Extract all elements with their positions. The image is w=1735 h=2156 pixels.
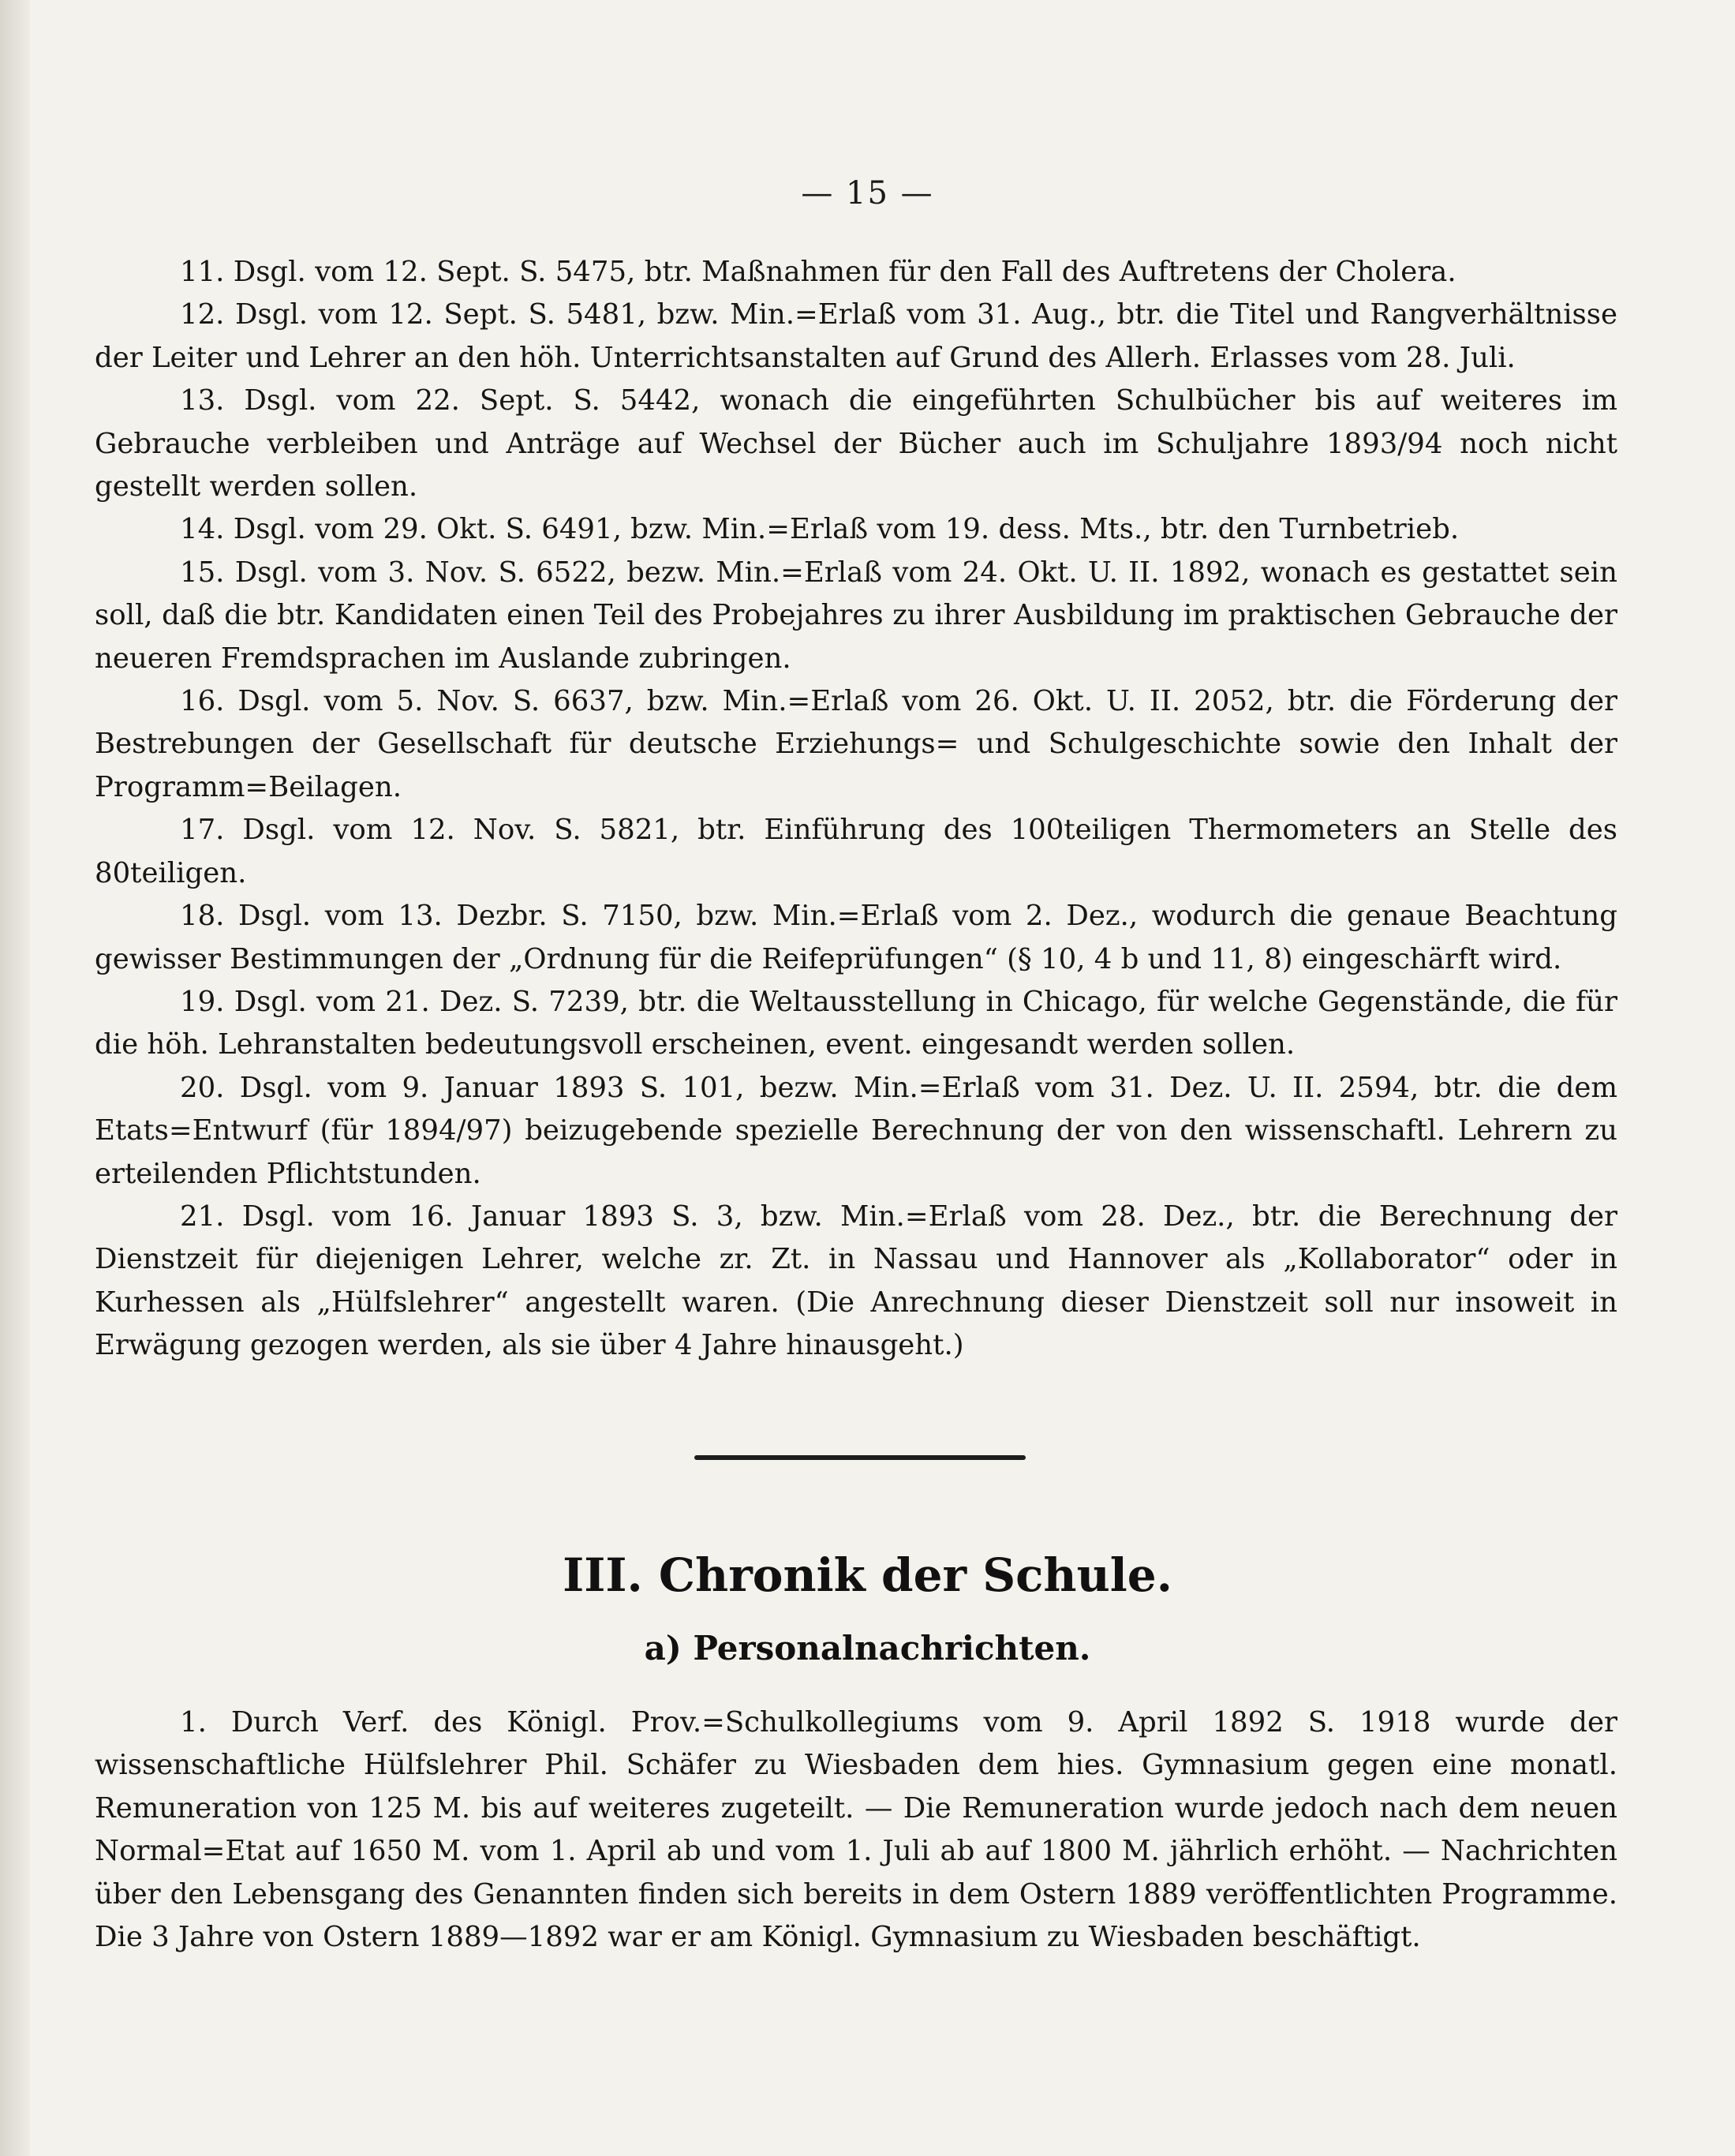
decree-item-13: 13. Dsgl. vom 22. Sept. S. 5442, wonach die eingeführten Schulbücher bis auf weiteres im Gebrauche verbleiben und Anträge auf Wechsel der Bücher auch im Schuljahre 1893/94 noch nicht gestellt werden sollen. bbox=[95, 384, 1617, 503]
chronik-body bbox=[95, 1701, 1617, 1959]
decree-item-20: 20. Dsgl. vom 9. Januar 1893 S. 101, bezw. Min.=Erlaß vom 31. Dez. U. II. 2594, btr. die dem Etats=Entwurf (für 1894/97) beizugebende spezielle Berechnung der von den wissenschaftl. Lehrern zu erteilenden Pflichtstunden. bbox=[95, 1071, 1617, 1190]
decree-item-18: 18. Dsgl. vom 13. Dezbr. S. 7150, bzw. Min.=Erlaß vom 2. Dez., wodurch die genaue Beachtung gewisser Bestimmungen der „Ordnung für die Reifeprüfungen“ (§ 10, 4 b und 11, 8) eingeschärft wird. bbox=[95, 900, 1617, 975]
decree-item-17: 17. Dsgl. vom 12. Nov. S. 5821, btr. Einführung des 100teiligen Thermometers an Stelle des 80teiligen. bbox=[95, 814, 1617, 889]
decree-item-19: 19. Dsgl. vom 21. Dez. S. 7239, btr. die Weltausstellung in Chicago, für welche Gegenstände, die für die höh. Lehranstalten bedeutungsvoll erscheinen, event. eingesandt werden sollen. bbox=[95, 985, 1617, 1061]
decree-item-16: 16. Dsgl. vom 5. Nov. S. 6637, bzw. Min.=Erlaß vom 26. Okt. U. II. 2052, btr. die Förderung der Bestrebungen der Gesellschaft für deutsche Erziehungs= und Schulgeschichte sowie den Inhalt der Programm=Beilagen. bbox=[95, 685, 1617, 803]
decree-list bbox=[95, 251, 1617, 1368]
page-gutter bbox=[0, 0, 30, 2156]
section-divider bbox=[694, 1455, 1026, 1460]
page-number: — 15 — bbox=[801, 175, 934, 211]
chronik-paragraph: 1. Durch Verf. des Königl. Prov.=Schulkollegiums vom 9. April 1892 S. 1918 wurde der wissenschaftliche Hülfslehrer Phil. Schäfer zu Wiesbaden dem hies. Gymnasium gegen eine monatl. Remuneration von 125 M. bis auf weiteres zugeteilt. — Die Remuneration wurde jedoch nach dem neuen Normal=Etat auf 1650 M. vom 1. April ab und vom 1. Juli ab auf 1800 M. jährlich erhöht. — Nachrichten über den Lebensgang des Genannten finden sich bereits in dem Ostern 1889 veröffentlichten Programme. Die 3 Jahre von Ostern 1889—1892 war er am Königl. Gymnasium zu Wiesbaden beschäftigt. bbox=[95, 1706, 1617, 1954]
decree-item-14: 14. Dsgl. vom 29. Okt. S. 6491, bzw. Min.=Erlaß vom 19. dess. Mts., btr. den Turnbetrieb. bbox=[180, 513, 1460, 546]
decree-item-15: 15. Dsgl. vom 3. Nov. S. 6522, bezw. Min.=Erlaß vom 24. Okt. U. II. 1892, wonach es gestattet sein soll, daß die btr. Kandidaten einen Teil des Probejahres zu ihrer Ausbildung im praktischen Gebrauche der neueren Fremdsprachen im Auslande zubringen. bbox=[95, 556, 1617, 675]
decree-item-11: 11. Dsgl. vom 12. Sept. S. 5475, btr. Maßnahmen für den Fall des Auftretens der Cholera. bbox=[180, 256, 1456, 288]
decree-item-12: 12. Dsgl. vom 12. Sept. S. 5481, bzw. Min.=Erlaß vom 31. Aug., btr. die Titel und Rangverhältnisse der Leiter und Lehrer an den höh. Unterrichtsanstalten auf Grund des Allerh. Erlasses vom 28. Juli. bbox=[95, 298, 1617, 374]
section-subtitle: a) Personalnachrichten. bbox=[644, 1629, 1091, 1668]
section-title: III. Chronik der Schule. bbox=[563, 1548, 1172, 1602]
decree-item-21: 21. Dsgl. vom 16. Januar 1893 S. 3, bzw. Min.=Erlaß vom 28. Dez., btr. die Berechnung der Dienstzeit für diejenigen Lehrer, welche zr. Zt. in Nassau und Hannover als „Kollaborator“ oder in Kurhessen als „Hülfslehrer“ angestellt waren. (Die Anrechnung dieser Dienstzeit soll nur insoweit in Erwägung gezogen werden, als sie über 4 Jahre hinausgeht.) bbox=[95, 1200, 1617, 1362]
